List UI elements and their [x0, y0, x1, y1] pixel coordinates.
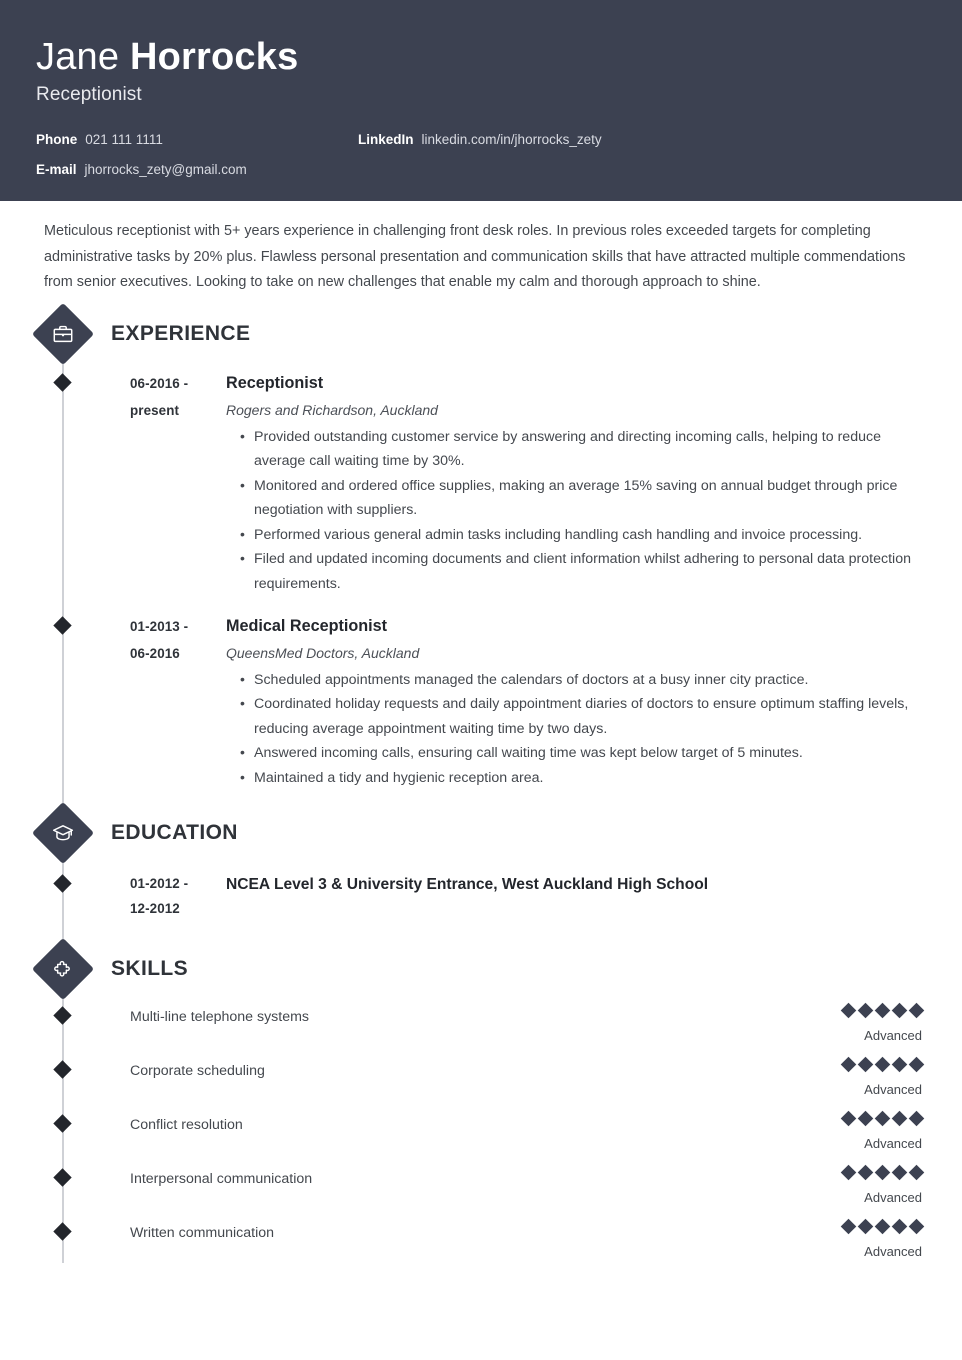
skill-name: Multi-line telephone systems: [130, 1008, 309, 1025]
skill-level: Advanced: [864, 1135, 922, 1151]
entry-company: QueensMed Doctors, Auckland: [226, 644, 420, 661]
section-education: [36, 811, 926, 921]
rating-diamond-icon: [875, 1110, 891, 1126]
contact-linkedin-value[interactable]: linkedin.com/in/jhorrocks_zety: [421, 132, 602, 147]
skill-level: Advanced: [864, 1243, 922, 1259]
puzzle-piece-icon: [32, 938, 94, 1000]
first-name: Jane: [36, 36, 120, 78]
timeline-diamond-icon: [53, 1114, 71, 1132]
skill-name: Interpersonal communication: [130, 1170, 313, 1187]
contact-linkedin-label: LinkedIn: [358, 132, 414, 147]
rating-diamond-icon: [858, 1110, 874, 1126]
entry-role: Receptionist: [226, 373, 324, 392]
professional-summary: Meticulous receptionist with 5+ years experience in challenging front desk roles. In previous roles exceeded targets for completing administrative tasks by 20% plus. Flawless personal presentation and communication skills that have attracted multiple commendations from senior executives. Looking to take on new challenges that enable my calm and thorough approach to shine.: [44, 223, 906, 290]
timeline-diamond-icon: [53, 874, 71, 892]
entry-date: [130, 613, 226, 791]
duty-item: • Monitored and ordered office supplies, making an average 15% saving on annual budget through price negotiation with suppliers.: [240, 474, 926, 523]
rating-diamond-icon: [909, 1218, 925, 1234]
rating-diamond-icon: [841, 1164, 857, 1180]
rating-diamond-icon: [909, 1002, 925, 1018]
briefcase-icon: [32, 302, 94, 364]
entry-main: [226, 370, 926, 597]
entry-date: [130, 370, 226, 597]
skill-name: Conflict resolution: [130, 1116, 243, 1133]
rating-diamond-icon: [909, 1056, 925, 1072]
graduation-cap-icon: [32, 802, 94, 864]
contact-phone-label: Phone: [36, 132, 78, 147]
timeline-diamond-icon: [53, 1222, 71, 1240]
section-header-skills: [36, 947, 926, 991]
timeline-diamond-icon: [53, 373, 71, 391]
entry-duties: [226, 668, 926, 791]
duty-item: • Scheduled appointments managed the calendars of doctors at a busy inner city practice.: [240, 668, 926, 693]
rating-diamond-icon: [892, 1164, 908, 1180]
rating-diamond-icon: [892, 1002, 908, 1018]
entry-main: [226, 613, 926, 791]
entry-date-start: 01-2013 -: [130, 618, 189, 634]
resume-header: [0, 0, 962, 201]
skill-level: Advanced: [864, 1189, 922, 1205]
rating-diamond-icon: [875, 1164, 891, 1180]
entry-date-end: 06-2016: [130, 645, 180, 661]
timeline-diamond-icon: [53, 1060, 71, 1078]
education-entry: [36, 871, 926, 921]
rating-diamond-icon: [892, 1218, 908, 1234]
skill-level: Advanced: [864, 1081, 922, 1097]
timeline: [36, 312, 926, 1275]
job-title: Receptionist: [36, 84, 142, 105]
entry-date-start: 06-2016 -: [130, 375, 189, 391]
section-header-experience: [36, 312, 926, 356]
skill-rating-dots: [746, 1221, 922, 1235]
duty-item: • Provided outstanding customer service by answering and directing incoming calls, helping to reduce average call waiting time by 30%.: [240, 425, 926, 474]
section-title-skills: SKILLS: [111, 956, 189, 980]
skill-row: [36, 1167, 926, 1221]
contact-block: [36, 132, 926, 177]
section-header-education: [36, 811, 926, 855]
contact-email-value[interactable]: jhorrocks_zety@gmail.com: [84, 162, 247, 177]
skill-name: Corporate scheduling: [130, 1062, 265, 1079]
skill-rating-dots: [746, 1059, 922, 1073]
section-title-education: EDUCATION: [111, 820, 238, 844]
entry-degree: NCEA Level 3 & University Entrance, West Auckland High School: [226, 875, 709, 893]
rating-diamond-icon: [858, 1056, 874, 1072]
skill-rating: [746, 1005, 926, 1044]
section-skills: [36, 947, 926, 1275]
page-title: [36, 34, 926, 80]
entry-date-end: 12-2012: [130, 900, 180, 916]
duty-item: • Coordinated holiday requests and daily appointment diaries of doctors to ensure optimum staffing levels, reducing average appointment waiting time by two days.: [240, 692, 926, 741]
duty-item: • Maintained a tidy and hygienic reception area.: [240, 766, 926, 791]
rating-diamond-icon: [841, 1002, 857, 1018]
entry-date-start: 01-2012 -: [130, 875, 189, 891]
skill-rating: [746, 1167, 926, 1206]
skill-rating-dots: [746, 1005, 922, 1019]
entry-company: Rogers and Richardson, Auckland: [226, 401, 438, 418]
entry-role: Medical Receptionist: [226, 616, 388, 635]
rating-diamond-icon: [841, 1218, 857, 1234]
skill-row: [36, 1113, 926, 1167]
experience-entry: [36, 370, 926, 597]
skill-rating: [746, 1113, 926, 1152]
rating-diamond-icon: [875, 1056, 891, 1072]
rating-diamond-icon: [892, 1056, 908, 1072]
rating-diamond-icon: [841, 1056, 857, 1072]
skill-row: [36, 1221, 926, 1275]
skill-rating-dots: [746, 1113, 922, 1127]
rating-diamond-icon: [909, 1110, 925, 1126]
duty-item: • Filed and updated incoming documents and client information whilst adhering to personal data protection requirements.: [240, 547, 926, 596]
timeline-diamond-icon: [53, 1168, 71, 1186]
contact-row: [36, 162, 926, 177]
contact-phone-value: 021 111 1111: [85, 132, 163, 147]
entry-date-end: present: [130, 402, 180, 418]
skill-rating: [746, 1221, 926, 1260]
skill-row: [36, 1059, 926, 1113]
skill-name: Written communication: [130, 1224, 275, 1241]
duty-item: • Answered incoming calls, ensuring call waiting time was kept below target of 5 minutes.: [240, 741, 926, 766]
rating-diamond-icon: [841, 1110, 857, 1126]
contact-row: [36, 132, 926, 147]
contact-email-label: E-mail: [36, 162, 77, 177]
rating-diamond-icon: [858, 1002, 874, 1018]
contact-email[interactable]: [36, 162, 358, 177]
rating-diamond-icon: [858, 1218, 874, 1234]
last-name: Horrocks: [129, 36, 299, 78]
duty-item: • Performed various general admin tasks including handling cash handling and invoice processing.: [240, 523, 926, 548]
experience-entry: [36, 613, 926, 791]
section-title-experience: EXPERIENCE: [111, 321, 251, 345]
resume-body: [0, 201, 962, 1315]
skill-level: Advanced: [864, 1027, 922, 1043]
section-experience: [36, 312, 926, 791]
timeline-diamond-icon: [53, 616, 71, 634]
skill-rating-dots: [746, 1167, 922, 1181]
rating-diamond-icon: [909, 1164, 925, 1180]
rating-diamond-icon: [858, 1164, 874, 1180]
rating-diamond-icon: [875, 1218, 891, 1234]
timeline-diamond-icon: [53, 1006, 71, 1024]
rating-diamond-icon: [875, 1002, 891, 1018]
skill-rating: [746, 1059, 926, 1098]
skill-row: [36, 1005, 926, 1059]
rating-diamond-icon: [892, 1110, 908, 1126]
entry-duties: [226, 425, 926, 597]
contact-linkedin[interactable]: [358, 132, 602, 147]
contact-phone: [36, 132, 358, 147]
entry-main: [226, 871, 926, 921]
entry-date: [130, 871, 226, 921]
